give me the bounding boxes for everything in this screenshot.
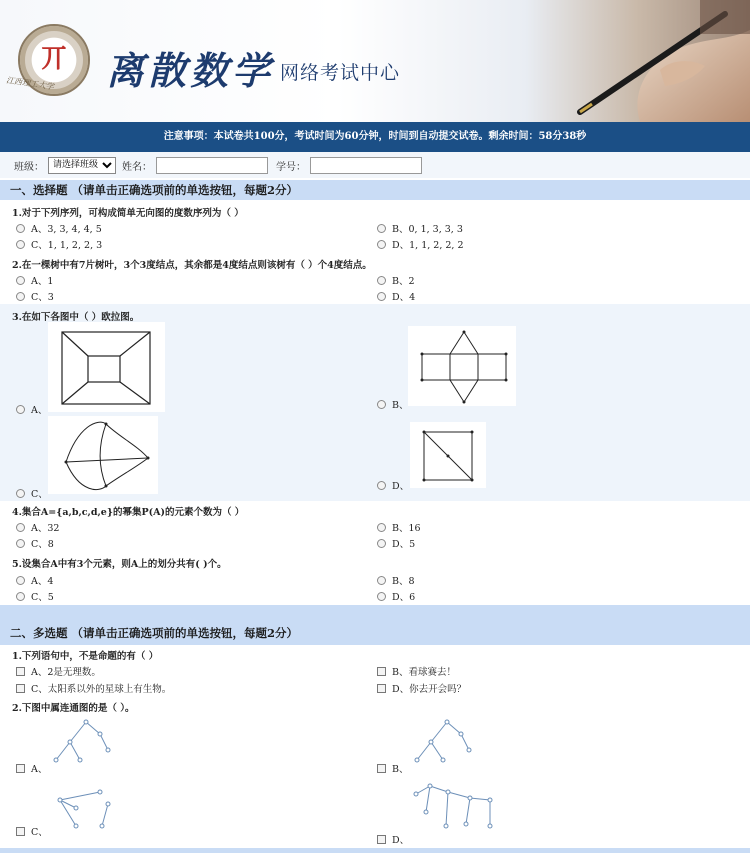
- graph-b-image: [408, 326, 516, 406]
- radio-button[interactable]: [16, 405, 25, 414]
- q2-option-b[interactable]: [377, 273, 415, 287]
- checkbox[interactable]: [16, 667, 25, 676]
- option-label: C、太阳系以外的星球上有生物。: [31, 684, 172, 695]
- option-label: B、0, 1, 3, 3, 3: [392, 224, 463, 235]
- graph-2a-image: [46, 714, 124, 772]
- option-label: A、2是无理数。: [31, 667, 101, 678]
- multi-question-1-text: 1.下列语句中，不是命题的有（ ）: [12, 651, 159, 662]
- bottom-divider: [0, 848, 750, 853]
- radio-button[interactable]: [377, 292, 386, 301]
- q1-option-d[interactable]: [377, 237, 464, 251]
- graph-d-image: [410, 422, 486, 488]
- mq2-option-c[interactable]: [16, 824, 48, 838]
- option-label: D、6: [392, 592, 416, 603]
- q5-option-a[interactable]: [16, 573, 53, 587]
- exam-notice: 注意事项：本试卷共100分，考试时间为60分钟，时间到自动提交试卷。剩余时间：58分38秒: [0, 122, 750, 152]
- radio-button[interactable]: [16, 292, 25, 301]
- student-id-input[interactable]: [310, 157, 422, 174]
- student-info-row: [0, 152, 750, 178]
- radio-button[interactable]: [377, 276, 386, 285]
- radio-button[interactable]: [16, 276, 25, 285]
- option-label: A、1: [31, 276, 54, 287]
- graph-2b-image: [407, 714, 485, 772]
- q4-option-d[interactable]: [377, 536, 415, 550]
- option-label: C、1, 1, 2, 2, 3: [31, 240, 103, 251]
- q2-option-c[interactable]: [16, 289, 54, 303]
- option-label: C、8: [31, 539, 54, 550]
- option-label: A、: [31, 405, 48, 416]
- name-label: 姓名：: [122, 161, 152, 173]
- q1-option-a[interactable]: [16, 221, 102, 235]
- option-label: D、1, 1, 2, 2, 2: [392, 240, 464, 251]
- mq1-option-c[interactable]: [16, 681, 171, 695]
- checkbox[interactable]: [377, 835, 386, 844]
- checkbox[interactable]: [16, 827, 25, 836]
- section-multi-choice-header: 二、多选题 （请单击正确选项前的单选按钮，每题2分）: [0, 605, 750, 645]
- q3-option-d[interactable]: [377, 478, 409, 492]
- option-label: A、: [31, 764, 48, 775]
- option-label: B、16: [392, 523, 421, 534]
- q3-option-a[interactable]: [16, 402, 47, 416]
- radio-button[interactable]: [16, 224, 25, 233]
- q5-option-c[interactable]: [16, 589, 54, 603]
- checkbox[interactable]: [16, 764, 25, 773]
- question-3-text: 3.在如下各图中（ ）欧拉图。: [12, 312, 140, 323]
- option-label: B、8: [392, 576, 415, 587]
- option-label: A、32: [31, 523, 60, 534]
- q5-option-d[interactable]: [377, 589, 415, 603]
- site-title: 离散数学: [106, 48, 275, 93]
- option-label: A、4: [31, 576, 54, 587]
- mq2-option-b[interactable]: [377, 761, 408, 775]
- option-label: C、: [31, 489, 48, 500]
- option-label: D、5: [392, 539, 416, 550]
- q5-option-b[interactable]: [377, 573, 415, 587]
- q4-option-c[interactable]: [16, 536, 54, 550]
- radio-button[interactable]: [16, 592, 25, 601]
- q3-option-b[interactable]: [377, 397, 408, 411]
- q3-option-c[interactable]: [16, 486, 48, 500]
- radio-button[interactable]: [377, 481, 386, 490]
- checkbox[interactable]: [16, 684, 25, 693]
- option-label: C、3: [31, 292, 54, 303]
- graph-a-image: [48, 322, 165, 412]
- radio-button[interactable]: [16, 523, 25, 532]
- question-1-text: 1.对于下列序列，可构成简单无向图的度数序列为（ ）: [12, 208, 244, 219]
- radio-button[interactable]: [16, 489, 25, 498]
- checkbox[interactable]: [377, 764, 386, 773]
- checkbox[interactable]: [377, 667, 386, 676]
- radio-button[interactable]: [16, 240, 25, 249]
- logo-script: 江西理工大学: [5, 75, 55, 92]
- radio-button[interactable]: [377, 400, 386, 409]
- pen-hand-image: [520, 0, 750, 122]
- option-label: D、4: [392, 292, 416, 303]
- graph-c-image: [48, 416, 158, 494]
- question-2-text: 2.在一棵树中有7片树叶，3个3度结点，其余都是4度结点则该树有（ ）个4度结点。: [12, 260, 372, 271]
- radio-button[interactable]: [377, 539, 386, 548]
- class-select[interactable]: [48, 157, 116, 174]
- radio-button[interactable]: [377, 224, 386, 233]
- class-label: 班级：: [14, 161, 44, 173]
- option-label: D、: [392, 481, 410, 492]
- radio-button[interactable]: [377, 240, 386, 249]
- q1-option-b[interactable]: [377, 221, 463, 235]
- section-single-choice-header: 一、选择题 （请单击正确选项前的单选按钮，每题2分）: [0, 180, 750, 200]
- option-label: B、: [392, 400, 409, 411]
- mq2-option-d[interactable]: [377, 832, 409, 846]
- mq1-option-a[interactable]: [16, 664, 101, 678]
- graph-2d-image: [408, 776, 500, 840]
- q1-option-c[interactable]: [16, 237, 102, 251]
- mq1-option-d[interactable]: [377, 681, 466, 695]
- option-label: C、: [31, 827, 48, 838]
- question-4-text: 4.集合A={a,b,c,d,e}的幂集P(A)的元素个数为（ ）: [12, 507, 245, 518]
- logo-glyph: 丌: [40, 44, 67, 74]
- question-5-text: 5.设集合A中有3个元素，则A上的划分共有( )个。: [12, 559, 227, 570]
- radio-button[interactable]: [16, 539, 25, 548]
- q4-option-a[interactable]: [16, 520, 59, 534]
- q2-option-a[interactable]: [16, 273, 53, 287]
- radio-button[interactable]: [377, 523, 386, 532]
- header-banner: [0, 0, 750, 122]
- site-subtitle: 网络考试中心: [280, 62, 401, 84]
- multi-question-2-text: 2.下图中属连通图的是（ ）。: [12, 703, 135, 714]
- option-label: B、2: [392, 276, 415, 287]
- radio-button[interactable]: [377, 592, 386, 601]
- id-label: 学号：: [276, 161, 306, 173]
- option-label: B、: [392, 764, 409, 775]
- option-label: D、: [392, 835, 410, 846]
- q4-option-b[interactable]: [377, 520, 421, 534]
- option-label: D、你去开会吗？: [392, 684, 467, 695]
- q2-option-d[interactable]: [377, 289, 415, 303]
- name-input[interactable]: [156, 157, 268, 174]
- radio-button[interactable]: [16, 576, 25, 585]
- option-label: C、5: [31, 592, 54, 603]
- mq1-option-b[interactable]: [377, 664, 456, 678]
- option-label: B、看球赛去！: [392, 667, 456, 678]
- mq2-option-a[interactable]: [16, 761, 47, 775]
- checkbox[interactable]: [377, 684, 386, 693]
- radio-button[interactable]: [377, 576, 386, 585]
- option-label: A、3, 3, 4, 4, 5: [31, 224, 102, 235]
- graph-2c-image: [46, 782, 130, 834]
